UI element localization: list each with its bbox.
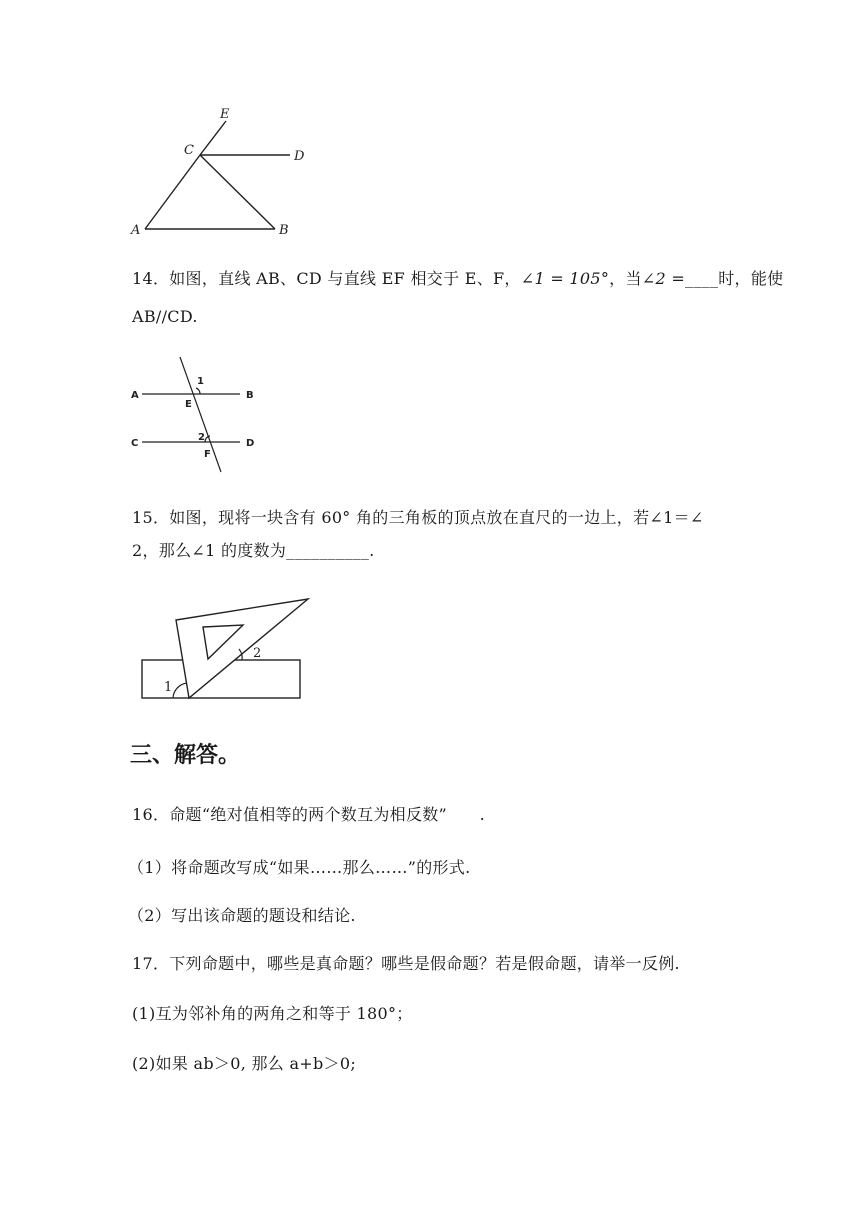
- q14-answer-blank: ____: [685, 269, 719, 288]
- q14-angle-1: ∠1 = 105°: [520, 269, 610, 288]
- fig13-label-b: B: [279, 223, 289, 238]
- fig14-label-a: A: [131, 390, 139, 401]
- fig14-label-2: 2: [198, 432, 205, 443]
- fig14-label-f: F: [204, 449, 211, 460]
- q15-line-2: 2，那么∠1 的度数为__________.: [132, 541, 375, 560]
- q14-text-c: 时，能使: [718, 269, 784, 288]
- fig14-label-c: C: [131, 438, 139, 449]
- q16-part-1: （1）将命题改写成“如果……那么……”的形式.: [128, 858, 471, 877]
- fig15-label-2: 2: [253, 646, 262, 661]
- q16-stem: 16．命题“绝对值相等的两个数互为相反数” .: [132, 805, 486, 824]
- fig13-label-d: D: [294, 149, 305, 164]
- fig13-label-a: A: [131, 223, 141, 238]
- q14-text-b: ，当: [609, 269, 642, 288]
- fig13-label-c: C: [184, 143, 194, 158]
- q17-item-1: (1)互为邻补角的两角之和等于 180°；: [132, 1004, 413, 1023]
- fig14-label-d: D: [246, 438, 255, 449]
- fig14-label-e: E: [185, 399, 192, 410]
- q14-text-a: 14．如图，直线 AB、CD 与直线 EF 相交于 E、F，: [132, 269, 521, 288]
- q17-stem: 17．下列命题中，哪些是真命题？哪些是假命题？若是假命题，请举一反例.: [132, 954, 680, 973]
- section-3-heading: 三、解答。: [130, 743, 241, 768]
- q15-line-1: 15．如图，现将一块含有 60° 角的三角板的顶点放在直尺的一边上，若∠1＝∠: [132, 508, 704, 527]
- fig14-label-1: 1: [197, 376, 204, 387]
- q16-part-2: （2）写出该命题的题设和结论.: [128, 906, 356, 925]
- q14-angle-2: ∠2 =: [641, 269, 686, 288]
- fig15-label-1: 1: [164, 680, 173, 695]
- q17-item-2: (2)如果 ab＞0, 那么 a+b＞0;: [132, 1054, 357, 1073]
- fig13-label-e: E: [220, 107, 230, 122]
- q14-line-2: AB//CD.: [132, 307, 198, 326]
- fig14-label-b: B: [246, 390, 254, 401]
